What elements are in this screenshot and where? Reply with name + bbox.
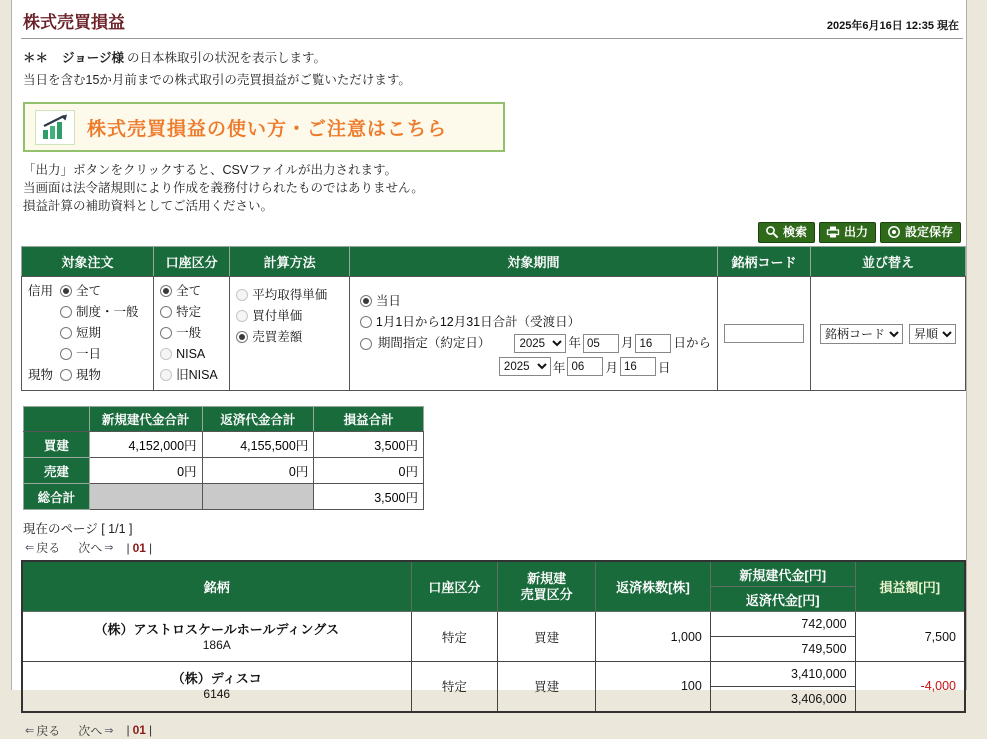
radio-icon[interactable] xyxy=(60,369,72,381)
next-link[interactable] xyxy=(78,722,113,739)
user-name: ジョージ様 xyxy=(62,51,125,65)
filter-header-period: 対象期間 xyxy=(349,247,717,277)
search-icon xyxy=(765,225,779,239)
radio-icon[interactable] xyxy=(60,327,72,339)
radio-account-all[interactable] xyxy=(160,281,223,302)
summary-header-close-total: 返済代金合計 xyxy=(202,407,314,432)
separator: | xyxy=(126,540,130,555)
filter-cell-period xyxy=(349,277,717,391)
radio-icon[interactable] xyxy=(160,369,172,381)
radio-label: 現物 xyxy=(76,368,102,382)
summary-row-label: 売建 xyxy=(24,458,90,484)
radio-order-ichinichi[interactable] xyxy=(60,344,147,365)
open-amount-cell: 3,410,000 xyxy=(710,662,855,687)
next-link-label: 次へ xyxy=(78,723,103,738)
radio-period-range xyxy=(360,333,711,354)
radio-icon[interactable] xyxy=(236,331,248,343)
col-header-side-line1: 新規建 xyxy=(527,570,567,586)
output-button[interactable] xyxy=(819,222,876,243)
table-row xyxy=(22,612,965,637)
radio-period-year[interactable] xyxy=(360,312,711,333)
filter-cell-sort xyxy=(810,277,965,391)
summary-table xyxy=(23,406,424,510)
back-arrow-icon: ⇐ xyxy=(25,724,35,737)
summary-value: 0円 xyxy=(202,458,314,484)
close-amount-cell: 3,406,000 xyxy=(710,687,855,712)
stock-code-input[interactable] xyxy=(724,324,804,343)
separator: | xyxy=(126,723,130,737)
intro-stars: ＊＊ xyxy=(23,51,49,65)
content-area xyxy=(11,0,967,738)
page-title: 株式売買損益 xyxy=(23,13,125,32)
radio-label: 短期 xyxy=(76,326,102,340)
stock-name-cell xyxy=(22,662,411,712)
day-suffix: 日 xyxy=(657,360,671,375)
summary-value: 0円 xyxy=(89,458,202,484)
timestamp: 2025年6月16日 12:35 現在 xyxy=(826,20,959,32)
open-amount-cell: 742,000 xyxy=(710,612,855,637)
separator: | xyxy=(148,723,153,737)
next-link[interactable] xyxy=(78,539,113,556)
radio-calc-diff[interactable] xyxy=(236,327,343,348)
summary-value: 4,155,500円 xyxy=(202,432,314,458)
filter-header-order: 対象注文 xyxy=(22,247,154,277)
radio-icon[interactable] xyxy=(160,306,172,318)
back-link[interactable] xyxy=(25,722,60,739)
pl-cell: 7,500 xyxy=(855,612,965,662)
filter-cell-order xyxy=(22,277,154,391)
summary-value: 4,152,000円 xyxy=(89,432,202,458)
search-button[interactable] xyxy=(758,222,815,243)
filter-header-code: 銘柄コード xyxy=(717,247,810,277)
radio-order-genbutsu[interactable] xyxy=(60,365,147,386)
stock-name: （株）ディスコ xyxy=(171,671,262,687)
shares-cell: 100 xyxy=(596,662,711,712)
radio-label: 全て xyxy=(176,284,202,298)
stock-name-cell xyxy=(22,612,411,662)
col-header-close-amount: 返済代金[円] xyxy=(710,587,855,612)
from-day-input[interactable] xyxy=(635,334,671,353)
radio-account-nisa[interactable] xyxy=(160,344,223,365)
page-number-link[interactable]: 01 xyxy=(132,723,146,737)
page-number-group xyxy=(125,723,153,737)
radio-order-all[interactable] xyxy=(60,281,147,302)
filter-cell-account xyxy=(154,277,230,391)
order-group-margin-label: 信用 xyxy=(28,284,54,298)
col-header-account: 口座区分 xyxy=(411,561,498,612)
chart-icon xyxy=(35,110,75,145)
toolbar xyxy=(21,222,961,243)
intro-rest: の日本株取引の状況を表示します。 xyxy=(127,51,327,65)
sort-field-select[interactable] xyxy=(820,324,903,344)
date-from-group xyxy=(514,333,711,354)
radio-label: 1月1日から12月31日合計（受渡日） xyxy=(375,315,581,329)
radio-label: 旧NISA xyxy=(176,368,218,382)
summary-row-label: 総合計 xyxy=(24,484,90,510)
stock-code: 186A xyxy=(202,637,231,652)
back-link[interactable] xyxy=(25,539,60,556)
page-number-link[interactable]: 01 xyxy=(132,540,146,555)
to-day-input[interactable] xyxy=(620,357,656,376)
save-settings-button[interactable] xyxy=(880,222,961,243)
save-settings-button-label: 設定保存 xyxy=(904,225,953,239)
from-month-input[interactable] xyxy=(583,334,619,353)
stock-code: 6146 xyxy=(203,687,231,702)
year-suffix: 年 xyxy=(568,336,581,350)
back-arrow-icon: ⇐ xyxy=(25,542,35,554)
filter-cell-code xyxy=(717,277,810,391)
radio-icon[interactable] xyxy=(236,289,248,301)
results-table xyxy=(21,560,966,713)
col-header-side-line2: 売買区分 xyxy=(520,586,573,602)
intro-line-2: 当日を含む15か月前までの株式取引の売買損益がご覧いただけます。 xyxy=(23,73,411,87)
filter-header-sort: 並び替え xyxy=(810,247,965,277)
next-arrow-icon: ⇒ xyxy=(104,542,114,554)
page-header xyxy=(21,6,963,39)
radio-label: 一般 xyxy=(176,326,202,340)
radio-label: 買付単価 xyxy=(252,309,303,323)
to-year-select[interactable] xyxy=(499,357,551,376)
next-arrow-icon: ⇒ xyxy=(104,724,114,737)
col-header-name: 銘柄 xyxy=(22,561,411,612)
col-header-open-amount: 新規建代金[円] xyxy=(710,561,855,587)
table-row xyxy=(22,662,965,687)
notes xyxy=(23,161,963,215)
radio-label: 特定 xyxy=(176,305,202,319)
summary-row-short xyxy=(24,458,424,484)
month-suffix: 月 xyxy=(605,360,618,375)
note-line: 「出力」ボタンをクリックすると、CSVファイルが出力されます。 xyxy=(23,163,397,177)
radio-calc-average[interactable] xyxy=(236,285,343,306)
to-month-input[interactable] xyxy=(567,357,603,376)
radio-icon[interactable] xyxy=(160,348,172,360)
radio-icon[interactable] xyxy=(236,310,248,322)
order-group-cash-label: 現物 xyxy=(28,368,54,382)
date-to-group xyxy=(499,357,711,376)
radio-label: 制度・一般 xyxy=(76,305,139,319)
summary-header-pl-total: 損益合計 xyxy=(314,407,424,432)
radio-icon[interactable] xyxy=(360,295,372,307)
day-suffix: 日から xyxy=(673,336,711,350)
summary-value-disabled xyxy=(89,484,202,510)
radio-label: 売買差額 xyxy=(252,330,303,344)
summary-corner xyxy=(24,407,90,432)
output-button-label: 出力 xyxy=(843,225,868,239)
close-amount-cell: 749,500 xyxy=(710,637,855,662)
radio-icon[interactable] xyxy=(360,316,372,328)
account-type-cell: 特定 xyxy=(411,612,498,662)
sort-order-select[interactable] xyxy=(909,324,956,344)
summary-row-long xyxy=(24,432,424,458)
radio-order-tanki[interactable] xyxy=(60,323,147,344)
radio-calc-purchase[interactable] xyxy=(236,306,343,327)
from-year-select[interactable] xyxy=(514,334,566,353)
radio-order-seido[interactable] xyxy=(60,302,147,323)
filter-header-account: 口座区分 xyxy=(154,247,230,277)
search-button-label: 検索 xyxy=(782,225,807,239)
radio-icon[interactable] xyxy=(60,306,72,318)
summary-value: 3,500円 xyxy=(314,484,424,510)
radio-account-ippan[interactable] xyxy=(160,323,223,344)
pagination xyxy=(25,539,963,556)
radio-icon[interactable] xyxy=(60,348,72,360)
next-link-label: 次へ xyxy=(78,541,103,555)
radio-icon[interactable] xyxy=(160,327,172,339)
radio-label: NISA xyxy=(176,347,206,361)
col-header-side xyxy=(498,561,596,612)
radio-label: 全て xyxy=(76,284,102,298)
save-settings-icon xyxy=(887,225,901,239)
filter-header-calc: 計算方法 xyxy=(230,247,350,277)
radio-account-oldnisa[interactable] xyxy=(160,365,223,386)
pagination-bottom xyxy=(25,722,963,739)
summary-value: 3,500円 xyxy=(314,432,424,458)
radio-account-tokutei[interactable] xyxy=(160,302,223,323)
side-cell: 買建 xyxy=(498,662,596,712)
month-suffix: 月 xyxy=(620,336,634,350)
note-line: 当画面は法令諸規則により作成を義務付けられたものではありません。 xyxy=(23,181,424,195)
summary-header-open-total: 新規建代金合計 xyxy=(89,407,202,432)
year-suffix: 年 xyxy=(552,360,566,375)
stock-name: （株）アストロスケールホールディングス xyxy=(94,621,340,637)
separator: | xyxy=(148,540,153,555)
shares-cell: 1,000 xyxy=(596,612,711,662)
summary-value: 0円 xyxy=(314,458,424,484)
radio-period-today[interactable] xyxy=(360,291,711,312)
back-link-label: 戻る xyxy=(36,723,61,738)
radio-label[interactable]: 期間指定（約定日） xyxy=(377,336,491,350)
pl-cell: -4,000 xyxy=(855,662,965,712)
note-line: 損益計算の補助資料としてご活用ください。 xyxy=(23,199,274,213)
filter-cell-calc xyxy=(230,277,350,391)
radio-icon[interactable] xyxy=(60,285,72,297)
side-cell: 買建 xyxy=(498,612,596,662)
radio-icon[interactable] xyxy=(360,338,372,350)
summary-value-disabled xyxy=(202,484,314,510)
current-page-info: 現在のページ [ 1/1 ] xyxy=(23,522,133,536)
radio-label: 一日 xyxy=(76,347,102,361)
printer-icon xyxy=(826,225,840,239)
summary-row-label: 買建 xyxy=(24,432,90,458)
radio-label: 当日 xyxy=(375,294,401,308)
radio-label: 平均取得単価 xyxy=(252,288,328,302)
col-header-shares: 返済株数[株] xyxy=(596,561,711,612)
back-link-label: 戻る xyxy=(36,541,61,555)
intro-line-1 xyxy=(23,48,963,68)
banner-label: 株式売買損益の使い方・ご注意はこちら xyxy=(87,118,448,140)
page-number-group xyxy=(125,541,153,555)
usage-notice-banner[interactable] xyxy=(23,102,505,152)
account-type-cell: 特定 xyxy=(411,662,498,712)
radio-icon[interactable] xyxy=(160,285,172,297)
col-header-pl: 損益額[円] xyxy=(855,561,965,612)
filter-table xyxy=(21,246,966,391)
summary-row-grand-total xyxy=(24,484,424,510)
